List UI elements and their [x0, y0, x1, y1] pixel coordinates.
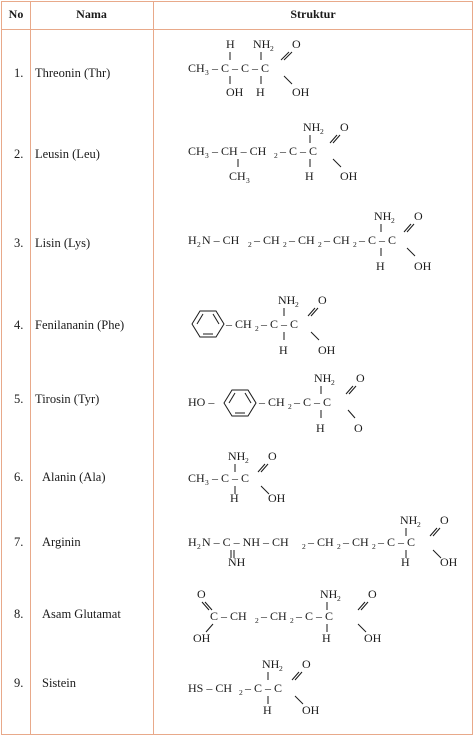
structure-tirosin	[188, 371, 365, 435]
structure-leusin	[188, 120, 358, 185]
svg-text:– CH: – CH	[254, 233, 280, 247]
structure-asam-glutamat	[193, 587, 382, 645]
svg-text:O: O	[354, 421, 363, 435]
svg-text:2: 2	[239, 688, 243, 697]
svg-text:H: H	[263, 703, 272, 717]
row-name-1: Threonin (Thr)	[35, 66, 111, 80]
svg-text:O: O	[292, 37, 301, 51]
svg-text:2: 2	[290, 616, 294, 625]
svg-text:H: H	[226, 37, 235, 51]
svg-text:OH: OH	[292, 85, 310, 99]
svg-text:C – CH: C – CH	[210, 609, 247, 623]
svg-text:CH: CH	[188, 61, 205, 75]
svg-text:HO –: HO –	[188, 395, 215, 409]
structure-sistein	[188, 657, 320, 717]
svg-text:– CH: – CH	[343, 535, 369, 549]
svg-text:NH: NH	[320, 587, 338, 601]
svg-text:3: 3	[205, 151, 209, 160]
svg-text:2: 2	[255, 616, 259, 625]
svg-text:OH: OH	[440, 555, 458, 569]
svg-text:2: 2	[417, 520, 421, 529]
svg-text:2: 2	[288, 402, 292, 411]
svg-text:2: 2	[331, 378, 335, 387]
svg-text:OH: OH	[340, 169, 358, 183]
svg-text:NH: NH	[262, 657, 280, 671]
svg-text:2: 2	[279, 664, 283, 673]
svg-text:2: 2	[245, 456, 249, 465]
row-no-9: 9.	[14, 676, 24, 690]
svg-text:H: H	[256, 85, 265, 99]
row-name-5: Tirosin (Tyr)	[35, 392, 100, 406]
structure-threonin	[188, 37, 310, 99]
benzene-ring-icon	[224, 390, 256, 416]
svg-text:OH: OH	[193, 631, 211, 645]
svg-text:2: 2	[197, 240, 201, 249]
svg-text:– C – C: – C – C	[296, 609, 334, 623]
svg-text:2: 2	[337, 594, 341, 603]
svg-text:O: O	[268, 449, 277, 463]
structure-arginin	[188, 513, 458, 569]
svg-text:H: H	[188, 233, 197, 247]
svg-text:CH: CH	[188, 471, 205, 485]
svg-text:2: 2	[302, 542, 306, 551]
svg-text:H: H	[322, 631, 331, 645]
structure-alanin	[188, 449, 286, 505]
svg-text:2: 2	[274, 151, 278, 160]
row-no-2: 2.	[14, 147, 24, 161]
svg-text:– CH: – CH	[226, 317, 252, 331]
benzene-ring-icon	[192, 311, 224, 337]
svg-text:2: 2	[372, 542, 376, 551]
svg-text:2: 2	[337, 542, 341, 551]
svg-text:– CH: – CH	[289, 233, 315, 247]
svg-text:2: 2	[391, 216, 395, 225]
svg-text:HS – CH: HS – CH	[188, 681, 233, 695]
svg-text:NH: NH	[278, 293, 296, 307]
svg-text:O: O	[318, 293, 327, 307]
svg-text:O: O	[356, 371, 365, 385]
svg-text:– C – C – C: – C – C – C	[212, 61, 270, 75]
row-name-7: Arginin	[42, 535, 81, 549]
svg-text:– CH – CH: – CH – CH	[212, 144, 267, 158]
svg-text:O: O	[302, 657, 311, 671]
svg-text:– C – C: – C – C	[378, 535, 416, 549]
row-name-8: Asam Glutamat	[42, 607, 121, 621]
svg-text:– C – C: – C – C	[261, 317, 299, 331]
svg-text:2: 2	[320, 127, 324, 136]
svg-text:H: H	[188, 535, 197, 549]
svg-text:– C – C: – C – C	[212, 471, 250, 485]
svg-text:2: 2	[270, 44, 274, 53]
row-no-6: 6.	[14, 470, 24, 484]
svg-text:O: O	[414, 209, 423, 223]
svg-text:O: O	[440, 513, 449, 527]
svg-text:N – C – NH – CH: N – C – NH – CH	[202, 535, 289, 549]
svg-text:– C – C: – C – C	[280, 144, 318, 158]
svg-text:H: H	[316, 421, 325, 435]
svg-text:CH: CH	[188, 144, 205, 158]
structure-fenilalanin	[192, 293, 336, 357]
header-no: No	[8, 7, 24, 21]
row-no-8: 8.	[14, 607, 24, 621]
row-no-3: 3.	[14, 236, 24, 250]
svg-text:– CH: – CH	[324, 233, 350, 247]
svg-text:O: O	[368, 587, 377, 601]
row-name-3: Lisin (Lys)	[35, 236, 91, 250]
header-structure: Struktur	[290, 7, 336, 21]
svg-text:OH: OH	[302, 703, 320, 717]
row-no-5: 5.	[14, 392, 24, 406]
svg-text:2: 2	[295, 300, 299, 309]
svg-text:OH: OH	[268, 491, 286, 505]
svg-text:2: 2	[283, 240, 287, 249]
row-name-9: Sistein	[42, 676, 77, 690]
row-name-2: Leusin (Leu)	[35, 147, 100, 161]
svg-text:OH: OH	[364, 631, 382, 645]
row-no-4: 4.	[14, 318, 24, 332]
svg-text:CH: CH	[229, 169, 246, 183]
svg-text:2: 2	[248, 240, 252, 249]
svg-text:3: 3	[246, 176, 250, 185]
svg-text:NH: NH	[228, 449, 246, 463]
svg-text:NH: NH	[374, 209, 392, 223]
svg-text:NH: NH	[228, 555, 246, 569]
svg-text:H: H	[401, 555, 410, 569]
svg-text:– CH: – CH	[308, 535, 334, 549]
svg-text:OH: OH	[318, 343, 336, 357]
svg-text:– C – C: – C – C	[359, 233, 397, 247]
svg-text:– C – C: – C – C	[294, 395, 332, 409]
svg-text:– CH: – CH	[259, 395, 285, 409]
row-name-6: Alanin (Ala)	[42, 470, 106, 484]
svg-text:2: 2	[353, 240, 357, 249]
svg-text:2: 2	[255, 324, 259, 333]
svg-text:NH: NH	[253, 37, 271, 51]
svg-text:H: H	[230, 491, 239, 505]
svg-text:H: H	[279, 343, 288, 357]
svg-text:OH: OH	[226, 85, 244, 99]
svg-text:NH: NH	[400, 513, 418, 527]
svg-text:O: O	[197, 587, 206, 601]
row-no-7: 7.	[14, 535, 24, 549]
svg-text:2: 2	[318, 240, 322, 249]
header-name: Nama	[76, 7, 107, 21]
svg-text:NH: NH	[314, 371, 332, 385]
svg-text:H: H	[376, 259, 385, 273]
svg-text:3: 3	[205, 478, 209, 487]
structure-lisin	[188, 209, 432, 273]
svg-text:O: O	[340, 120, 349, 134]
row-no-1: 1.	[14, 66, 24, 80]
svg-text:OH: OH	[414, 259, 432, 273]
svg-text:2: 2	[197, 542, 201, 551]
svg-text:– C – C: – C – C	[245, 681, 283, 695]
svg-text:– CH: – CH	[261, 609, 287, 623]
svg-text:N – CH: N – CH	[202, 233, 240, 247]
svg-text:H: H	[305, 169, 314, 183]
row-name-4: Fenilananin (Phe)	[35, 318, 125, 332]
svg-text:3: 3	[205, 68, 209, 77]
svg-text:NH: NH	[303, 120, 321, 134]
